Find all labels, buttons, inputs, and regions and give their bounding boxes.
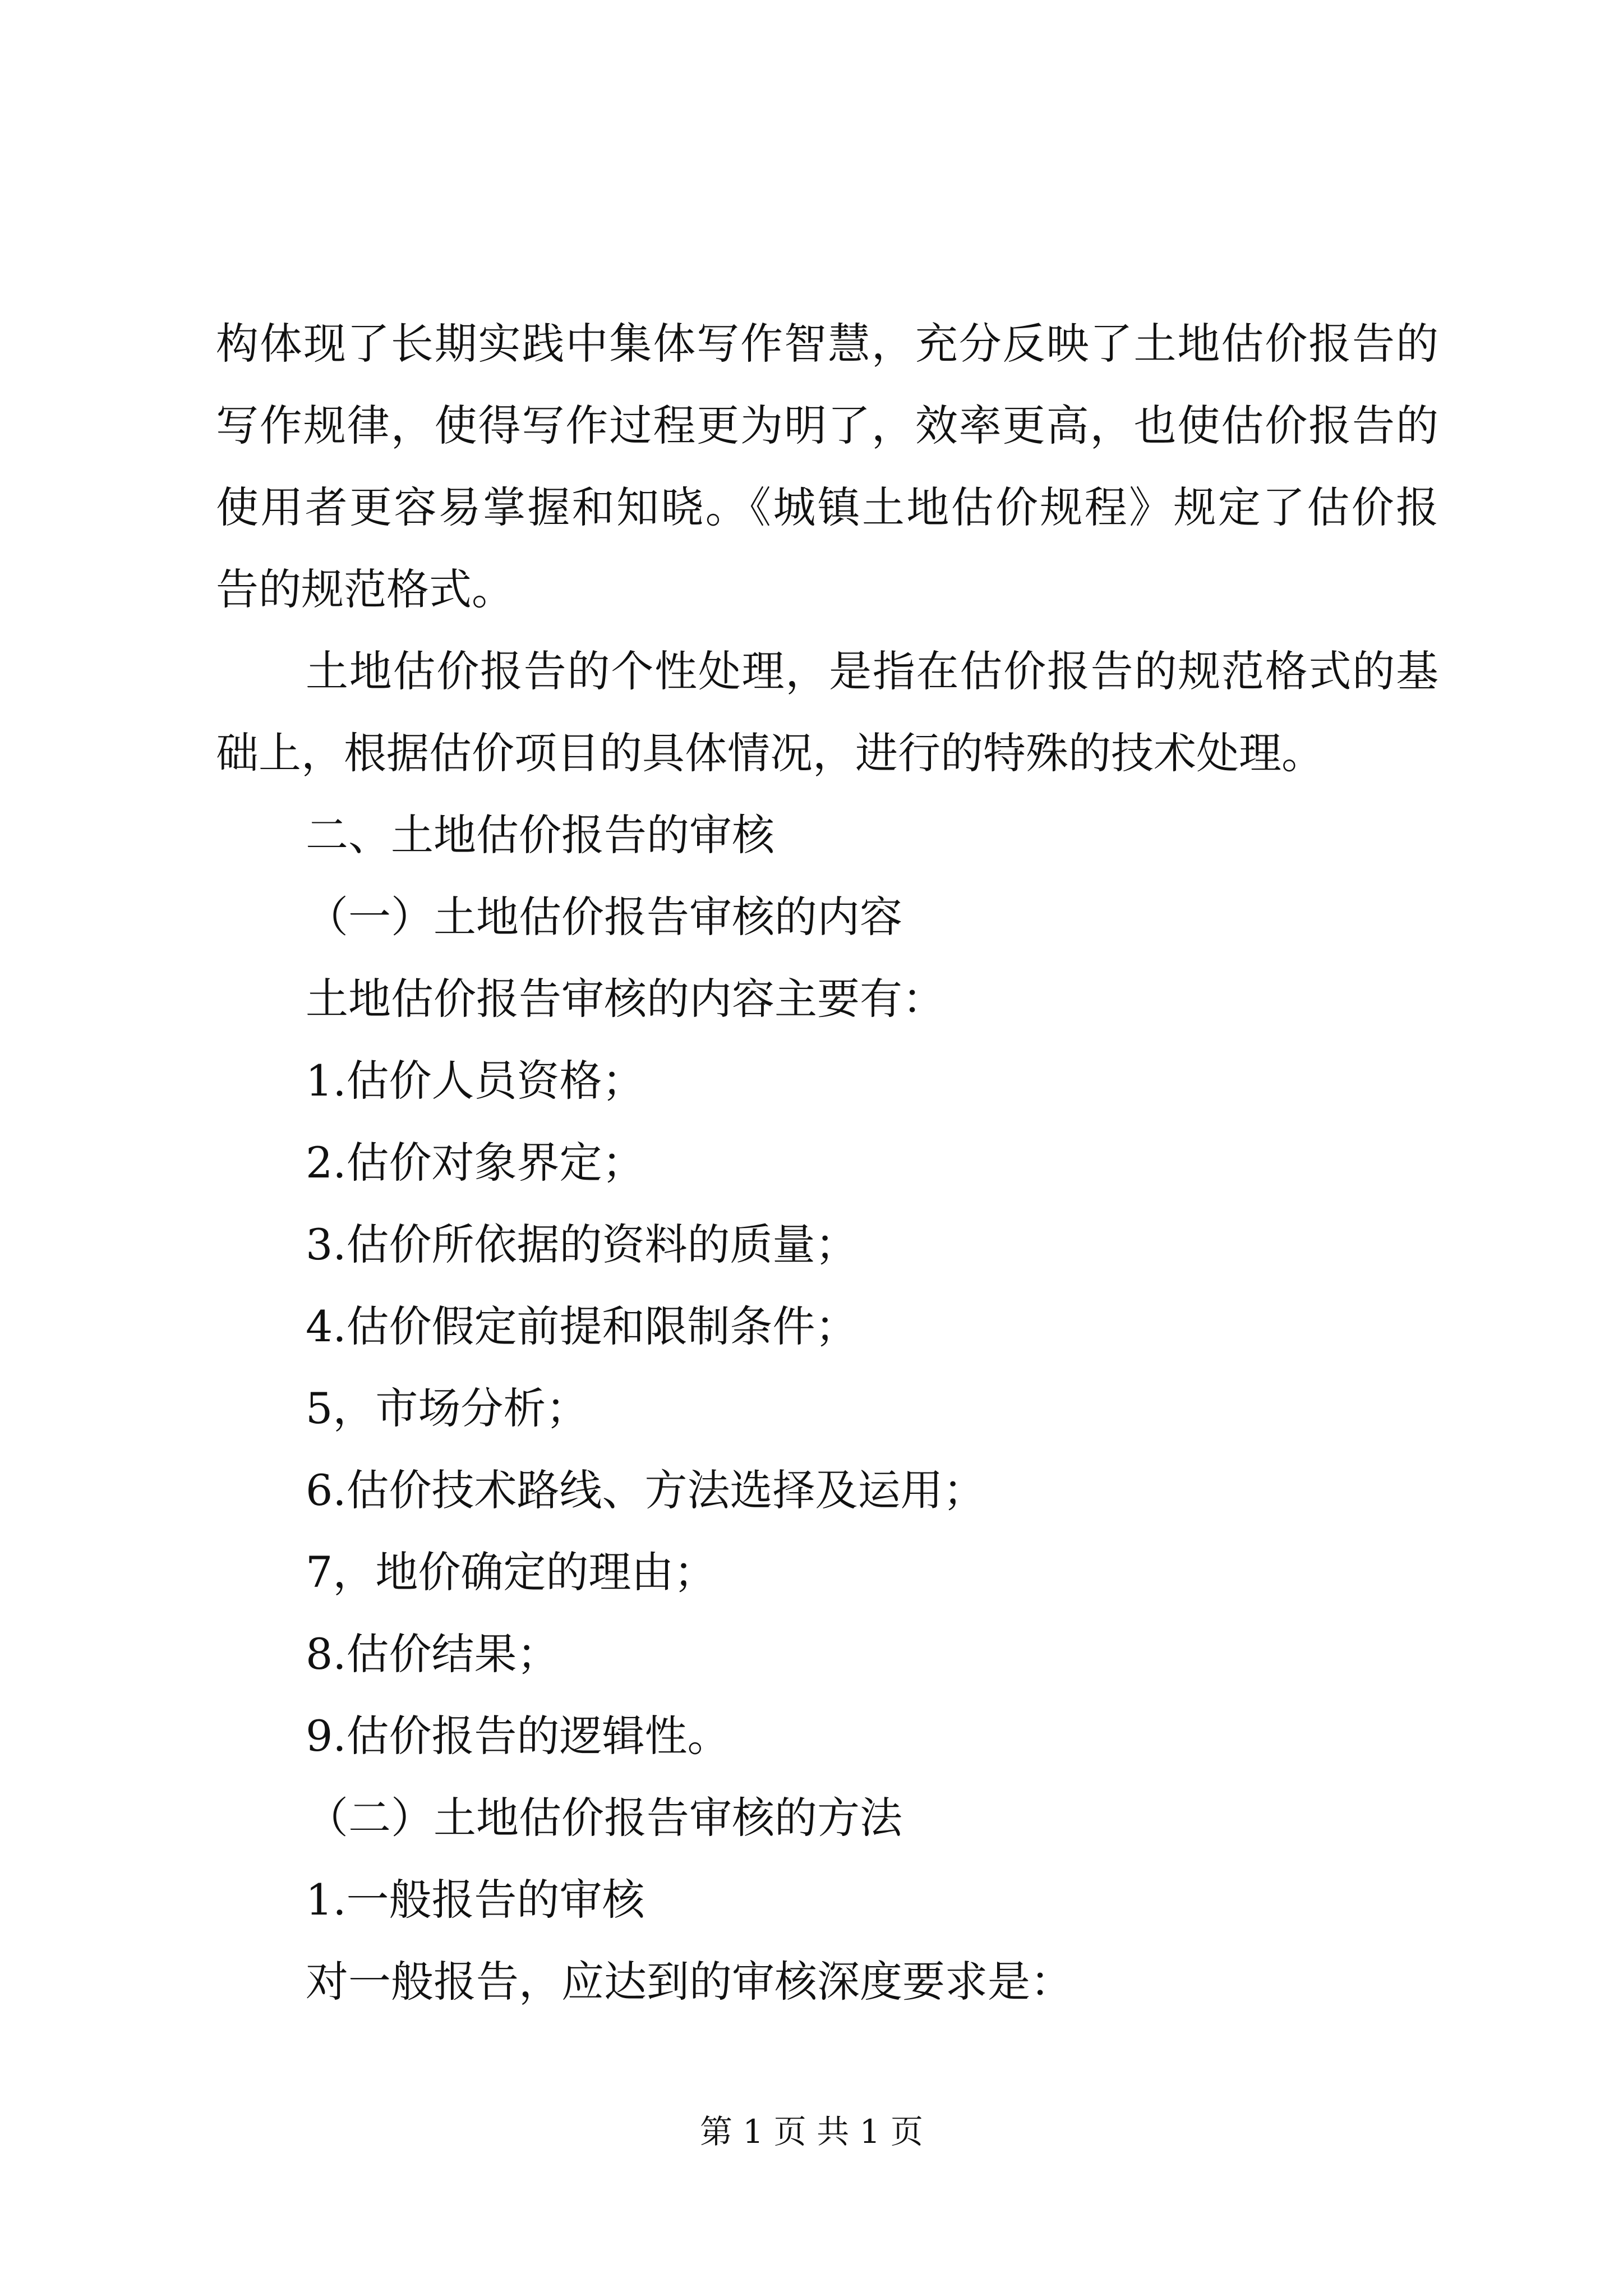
list-item: 7，地价确定的理由； bbox=[306, 1547, 717, 1597]
list-item: 5，市场分析； bbox=[306, 1383, 589, 1433]
document-body bbox=[216, 303, 1438, 2023]
method-intro: 对一般报告，应达到的审核深度要求是： bbox=[306, 1957, 1073, 2007]
list-item: 9.估价报告的逻辑性。 bbox=[306, 1711, 730, 1761]
subsection-heading: （一）土地估价报告审核的内容 bbox=[306, 892, 902, 942]
paragraph-line: 构体现了长期实践中集体写作智慧，充分反映了土地估价报告的 bbox=[216, 319, 1438, 369]
list-item: 1.估价人员资格； bbox=[306, 1056, 645, 1106]
list-item: 8.估价结果； bbox=[306, 1629, 560, 1679]
list-item: 4.估价假定前提和限制条件； bbox=[306, 1301, 858, 1351]
subsection-intro: 土地估价报告审核的内容主要有： bbox=[306, 974, 945, 1024]
list-item: 2.估价对象界定； bbox=[306, 1138, 645, 1188]
review-items-list bbox=[216, 1040, 1438, 1777]
section-heading: 二、土地估价报告的审核 bbox=[306, 810, 774, 860]
paragraph-2 bbox=[216, 631, 1438, 794]
paragraph-line: 写作规律，使得写作过程更为明了，效率更高，也使估价报告的 bbox=[216, 401, 1438, 450]
page-footer: 第 1 页 共 1 页 bbox=[700, 2113, 923, 2151]
paragraph-line: 础上，根据估价项目的具体情况，进行的特殊的技术处理。 bbox=[216, 728, 1324, 778]
paragraph-line: 使用者更容易掌握和知晓。《城镇土地估价规程》规定了估价报 bbox=[216, 482, 1438, 532]
paragraph-line: 告的规范格式。 bbox=[216, 564, 514, 614]
paragraph-1 bbox=[216, 303, 1438, 631]
list-item: 6.估价技术路线、方法选择及运用； bbox=[306, 1465, 986, 1515]
list-item: 3.估价所依据的资料的质量； bbox=[306, 1220, 858, 1269]
subsection-heading: （二）土地估价报告审核的方法 bbox=[306, 1793, 902, 1843]
method-heading: 1.一般报告的审核 bbox=[306, 1875, 645, 1925]
paragraph-line: 土地估价报告的个性处理，是指在估价报告的规范格式的基 bbox=[306, 646, 1438, 696]
